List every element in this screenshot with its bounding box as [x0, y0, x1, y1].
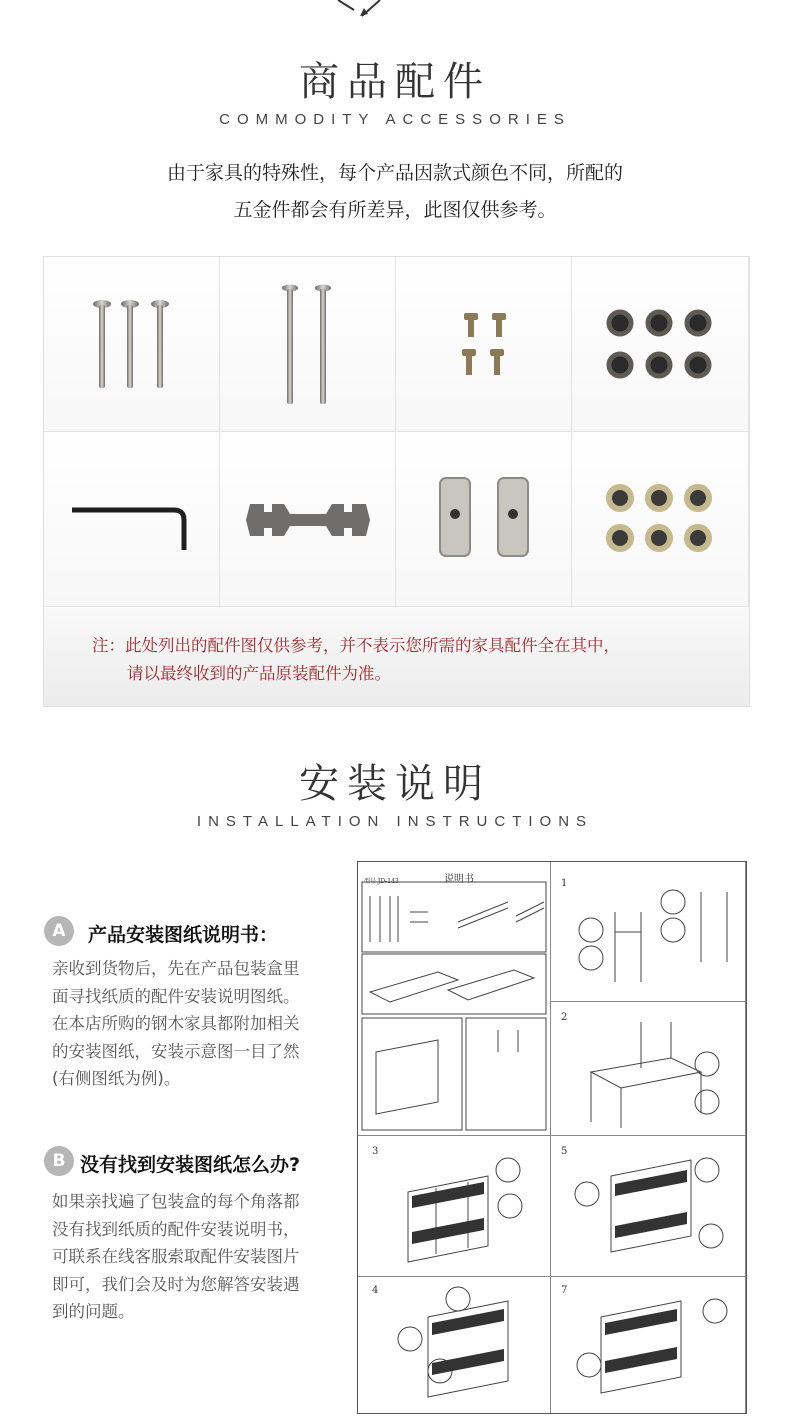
manual-step-5-drawing [551, 1136, 746, 1277]
installation-manual-image [357, 861, 747, 1414]
manual-step-1-drawing [551, 862, 746, 1002]
lock-nuts-brass-icon [572, 432, 748, 607]
accessories-title: 商品配件 [299, 59, 491, 105]
manual-step-7-number: 7 [561, 1285, 568, 1296]
section-b-line: 没有找到纸质的配件安装说明书， [52, 1219, 300, 1239]
manual-step-3-number: 3 [372, 1146, 379, 1157]
accessory-cell-lock-nuts-brass [572, 432, 749, 607]
manual-step-3 [358, 1136, 551, 1277]
section-b-line: 即可，我们会及时为您解答安装遇 [52, 1274, 300, 1294]
section-a-line: 面寻找纸质的配件安装说明图纸。 [52, 986, 300, 1006]
accessory-cell-wrench [220, 432, 396, 607]
accessories-intro-line2: 五金件都会有所差异，此图仅供参考。 [233, 199, 557, 221]
accessories-intro-line1: 由于家具的特殊性，每个产品因款式颜色不同，所配的 [166, 162, 623, 184]
manual-step-7-drawing [551, 1277, 746, 1413]
manual-step-1-number: 1 [561, 878, 568, 889]
accessories-grid [43, 256, 750, 707]
wrench-icon [220, 432, 396, 607]
section-a-line: (右侧图纸为例)。 [52, 1069, 181, 1088]
section-b-title: 没有找到安装图纸怎么办? [80, 1154, 301, 1176]
manual-step-5 [551, 1136, 746, 1277]
accessories-note [44, 608, 749, 706]
accessories-subtitle: COMMODITY ACCESSORIES [219, 111, 571, 128]
barrel-nuts-icon [396, 432, 572, 607]
section-a-line: 的安装图纸，安装示意图一目了然 [52, 1041, 300, 1061]
manual-step-2-number: 2 [561, 1012, 568, 1023]
section-b-line: 可联系在线客服索取配件安装图片 [52, 1247, 300, 1266]
long-bolts-3-icon [44, 257, 220, 432]
accessory-cell-long-bolts-3 [44, 257, 220, 432]
note-line1: 注：此处列出的配件图仅供参考，并不表示您所需的家具配件全在其中， [92, 636, 620, 655]
installation-title: 安装说明 [299, 761, 491, 807]
accessory-cell-short-screws [396, 257, 572, 432]
manual-step-2-drawing [551, 1002, 746, 1136]
accessory-cell-barrel-nuts [396, 432, 572, 607]
decorative-arrows-icon [332, 0, 392, 20]
section-b-badge: B [44, 1146, 74, 1176]
allen-key-icon [44, 432, 220, 607]
manual-step-4 [358, 1277, 551, 1413]
installation-subtitle: INSTALLATION INSTRUCTIONS [196, 813, 594, 830]
lock-nuts-dark-icon [572, 257, 748, 432]
manual-step-2 [551, 1002, 746, 1136]
note-line2: 请以最终收到的产品原装配件为准。 [127, 664, 391, 683]
long-bolts-2-icon [220, 257, 396, 432]
section-a-title: 产品安装图纸说明书： [88, 924, 279, 946]
manual-model: 型号 JD-143 [364, 878, 399, 885]
section-b-line: 如果亲找遍了包装盒的每个角落都 [52, 1192, 300, 1211]
section-b-body [52, 1188, 337, 1326]
manual-parts-drawing [358, 862, 551, 1136]
manual-header: 说明书 [444, 874, 474, 885]
manual-step-7 [551, 1277, 746, 1413]
accessory-cell-long-bolts-2 [220, 257, 396, 432]
manual-parts-sheet [358, 862, 551, 1136]
section-a-badge: A [44, 916, 74, 946]
accessory-cell-lock-nuts-dark [572, 257, 749, 432]
short-screws-icon [396, 257, 572, 432]
section-b-line: 到的问题。 [52, 1302, 135, 1321]
section-a-line: 亲收到货物后，先在产品包装盒里 [52, 959, 300, 978]
manual-step-5-number: 5 [561, 1146, 568, 1157]
section-a-body [52, 955, 337, 1093]
section-a-line: 在本店所购的钢木家具都附加相关 [52, 1014, 300, 1033]
manual-step-1 [551, 862, 746, 1002]
manual-step-4-drawing [358, 1277, 551, 1413]
manual-step-4-number: 4 [372, 1285, 379, 1296]
manual-step-3-drawing [358, 1136, 551, 1277]
accessory-cell-allen-key [44, 432, 220, 607]
